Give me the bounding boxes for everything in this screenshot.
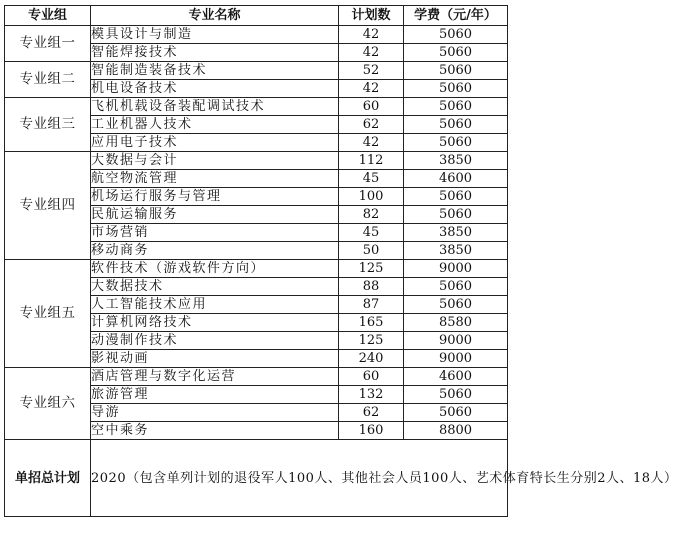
tuition-cell: 5060	[404, 98, 508, 116]
major-cell: 酒店管理与数字化运营	[91, 368, 339, 386]
table-row	[5, 62, 508, 80]
plan-count-cell: 87	[339, 296, 404, 314]
plan-count-cell: 165	[339, 314, 404, 332]
tuition-cell: 5060	[404, 206, 508, 224]
major-cell: 大数据技术	[91, 278, 339, 296]
group-name-cell: 专业组六	[5, 368, 91, 440]
tuition-cell: 5060	[404, 26, 508, 44]
plan-count-cell: 125	[339, 260, 404, 278]
tuition-cell: 5060	[404, 296, 508, 314]
major-cell: 机电设备技术	[91, 80, 339, 98]
plan-count-cell: 42	[339, 80, 404, 98]
major-cell: 模具设计与制造	[91, 26, 339, 44]
header-plan: 计划数	[339, 6, 404, 26]
plan-count-cell: 60	[339, 98, 404, 116]
plan-count-cell: 82	[339, 206, 404, 224]
major-cell: 软件技术（游戏软件方向）	[91, 260, 339, 278]
plan-count-cell: 112	[339, 152, 404, 170]
major-cell: 智能制造装备技术	[91, 62, 339, 80]
tuition-cell: 3850	[404, 152, 508, 170]
major-cell: 工业机器人技术	[91, 116, 339, 134]
major-cell: 市场营销	[91, 224, 339, 242]
group-name-cell: 专业组二	[5, 62, 91, 98]
header-fee: 学费（元/年）	[404, 6, 508, 26]
plan-count-cell: 240	[339, 350, 404, 368]
major-cell: 旅游管理	[91, 386, 339, 404]
group-name-cell: 专业组五	[5, 260, 91, 368]
tuition-cell: 5060	[404, 278, 508, 296]
plan-count-cell: 45	[339, 170, 404, 188]
header-group: 专业组	[5, 6, 91, 26]
tuition-cell: 3850	[404, 242, 508, 260]
major-cell: 人工智能技术应用	[91, 296, 339, 314]
tuition-cell: 8800	[404, 422, 508, 440]
table-row	[5, 368, 508, 386]
table-row	[5, 98, 508, 116]
plan-count-cell: 60	[339, 368, 404, 386]
plan-count-cell: 160	[339, 422, 404, 440]
major-cell: 影视动画	[91, 350, 339, 368]
tuition-cell: 8580	[404, 314, 508, 332]
major-cell: 机场运行服务与管理	[91, 188, 339, 206]
plan-count-cell: 42	[339, 26, 404, 44]
summary-row	[5, 440, 508, 517]
major-cell: 动漫制作技术	[91, 332, 339, 350]
tuition-cell: 3850	[404, 224, 508, 242]
plan-count-cell: 52	[339, 62, 404, 80]
header-row	[5, 6, 508, 26]
plan-count-cell: 62	[339, 116, 404, 134]
plan-count-cell: 62	[339, 404, 404, 422]
tuition-cell: 5060	[404, 134, 508, 152]
major-cell: 移动商务	[91, 242, 339, 260]
tuition-cell: 5060	[404, 44, 508, 62]
tuition-cell: 5060	[404, 188, 508, 206]
major-cell: 空中乘务	[91, 422, 339, 440]
tuition-cell: 4600	[404, 368, 508, 386]
summary-text: 2020（包含单列计划的退役军人100人、其他社会人员100人、艺术体育特长生分别2人、18人）	[91, 440, 508, 517]
plan-count-cell: 50	[339, 242, 404, 260]
header-major: 专业名称	[91, 6, 339, 26]
tuition-cell: 9000	[404, 350, 508, 368]
major-cell: 计算机网络技术	[91, 314, 339, 332]
tuition-cell: 5060	[404, 116, 508, 134]
plan-count-cell: 132	[339, 386, 404, 404]
admission-plan-table	[4, 5, 678, 517]
group-name-cell: 专业组一	[5, 26, 91, 62]
tuition-cell: 5060	[404, 386, 508, 404]
summary-label: 单招总计划	[5, 440, 91, 517]
major-cell: 大数据与会计	[91, 152, 339, 170]
tuition-cell: 9000	[404, 260, 508, 278]
table-row	[5, 152, 508, 170]
plan-count-cell: 125	[339, 332, 404, 350]
table-body	[5, 26, 678, 517]
plan-count-cell: 42	[339, 134, 404, 152]
tuition-cell: 5060	[404, 404, 508, 422]
plan-count-cell: 88	[339, 278, 404, 296]
group-name-cell: 专业组四	[5, 152, 91, 260]
tuition-cell: 5060	[404, 80, 508, 98]
plan-count-cell: 42	[339, 44, 404, 62]
major-cell: 智能焊接技术	[91, 44, 339, 62]
group-name-cell: 专业组三	[5, 98, 91, 152]
table-row	[5, 260, 508, 278]
tuition-cell: 5060	[404, 62, 508, 80]
major-cell: 民航运输服务	[91, 206, 339, 224]
plan-count-cell: 45	[339, 224, 404, 242]
plan-count-cell: 100	[339, 188, 404, 206]
major-cell: 应用电子技术	[91, 134, 339, 152]
major-cell: 飞机机载设备装配调试技术	[91, 98, 339, 116]
major-cell: 导游	[91, 404, 339, 422]
table-row	[5, 26, 508, 44]
major-cell: 航空物流管理	[91, 170, 339, 188]
tuition-cell: 9000	[404, 332, 508, 350]
tuition-cell: 4600	[404, 170, 508, 188]
